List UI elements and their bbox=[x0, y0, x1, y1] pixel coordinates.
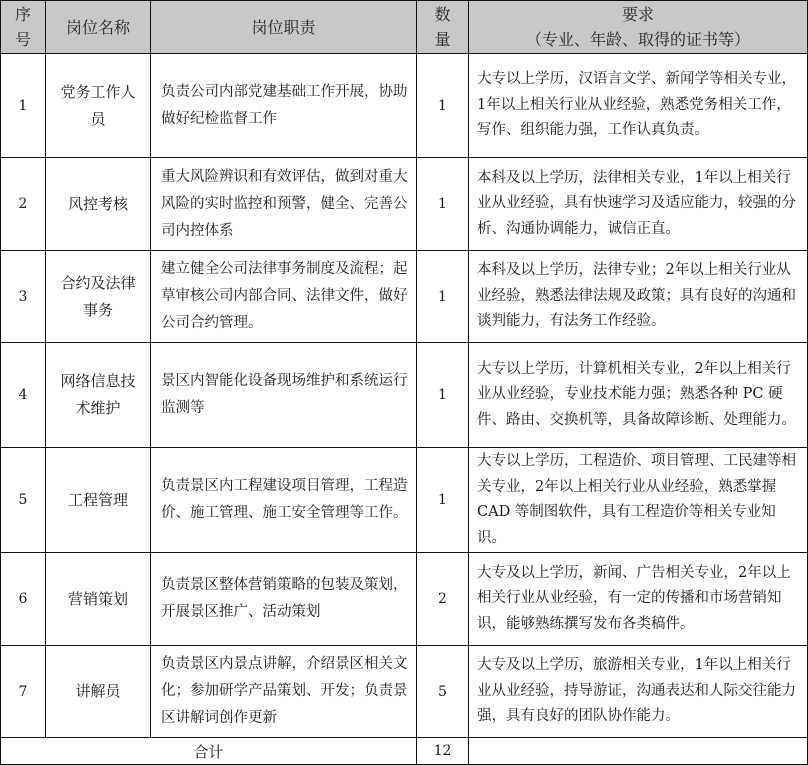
cell-position: 讲解员 bbox=[46, 646, 151, 738]
cell-duty: 建立健全公司法律事务制度及流程；起草审核公司内部合同、法律文件，做好公司合约管理。 bbox=[151, 251, 417, 343]
cell-quantity: 1 bbox=[417, 54, 469, 158]
cell-requirements: 大专以上学历，计算机相关专业，2年以上相关行业从业经验，专业技术能力强；熟悉各种 PC 硬件、路由、交换机等，具备故障诊断、处理能力。 bbox=[469, 343, 808, 448]
cell-index: 4 bbox=[1, 343, 46, 448]
header-quantity-line1: 数 bbox=[434, 5, 451, 24]
total-row bbox=[1, 738, 808, 765]
cell-duty: 负责公司内部党建基础工作开展，协助做好纪检监督工作 bbox=[151, 54, 417, 158]
cell-quantity: 1 bbox=[417, 251, 469, 343]
header-requirements-line1: 要求 bbox=[621, 5, 654, 24]
cell-requirements: 大专及以上学历，新闻、广告相关专业，2年以上相关行业从业经验，有一定的传播和市场营销知识，能够熟练撰写发布各类稿件。 bbox=[469, 553, 808, 646]
cell-quantity: 1 bbox=[417, 448, 469, 553]
header-index-line2: 号 bbox=[14, 30, 31, 49]
cell-index: 2 bbox=[1, 158, 46, 251]
cell-quantity: 1 bbox=[417, 343, 469, 448]
cell-quantity: 5 bbox=[417, 646, 469, 738]
header-requirements-line2: （专业、年龄、取得的证书等） bbox=[525, 30, 750, 49]
table-row bbox=[1, 553, 808, 646]
cell-requirements: 大专及以上学历，旅游相关专业，1年以上相关行业从业经验，持导游证，沟通表达和人际交往能力强，具有良好的团队协作能力。 bbox=[469, 646, 808, 738]
table-row bbox=[1, 158, 808, 251]
cell-quantity: 1 bbox=[417, 158, 469, 251]
cell-index: 5 bbox=[1, 448, 46, 553]
header-requirements bbox=[469, 1, 808, 54]
header-index-line1: 序 bbox=[14, 5, 31, 24]
cell-requirements: 大专以上学历，工程造价、项目管理、工民建等相关专业，2年以上相关行业从业经验，熟悉掌握 CAD 等制图软件，具有工程造价等相关专业知识。 bbox=[469, 448, 808, 553]
cell-quantity: 2 bbox=[417, 553, 469, 646]
cell-duty: 景区内智能化设备现场维护和系统运行监测等 bbox=[151, 343, 417, 448]
total-label: 合计 bbox=[1, 738, 417, 765]
header-duty: 岗位职责 bbox=[151, 1, 417, 54]
cell-position: 营销策划 bbox=[46, 553, 151, 646]
cell-index: 7 bbox=[1, 646, 46, 738]
table-row bbox=[1, 54, 808, 158]
cell-duty: 负责景区内景点讲解，介绍景区相关文化；参加研学产品策划、开发；负责景区讲解词创作更新 bbox=[151, 646, 417, 738]
cell-index: 1 bbox=[1, 54, 46, 158]
total-quantity: 12 bbox=[417, 738, 469, 765]
cell-position: 网络信息技术维护 bbox=[46, 343, 151, 448]
cell-position: 党务工作人员 bbox=[46, 54, 151, 158]
cell-requirements: 大专以上学历，汉语言文学、新闻学等相关专业，1年以上相关行业从业经验，熟悉党务相关工作，写作、组织能力强，工作认真负责。 bbox=[469, 54, 808, 158]
cell-duty: 负责景区内工程建设项目管理，工程造价、施工管理、施工安全管理等工作。 bbox=[151, 448, 417, 553]
header-quantity-line2: 量 bbox=[434, 30, 451, 49]
table-row bbox=[1, 646, 808, 738]
header-position: 岗位名称 bbox=[46, 1, 151, 54]
cell-duty: 负责景区整体营销策略的包装及策划，开展景区推广、活动策划 bbox=[151, 553, 417, 646]
header-index bbox=[1, 1, 46, 54]
header-quantity bbox=[417, 1, 469, 54]
cell-position: 合约及法律事务 bbox=[46, 251, 151, 343]
total-requirements bbox=[469, 738, 808, 765]
cell-position: 工程管理 bbox=[46, 448, 151, 553]
table-row bbox=[1, 251, 808, 343]
table-row bbox=[1, 448, 808, 553]
cell-duty: 重大风险辨识和有效评估，做到对重大风险的实时监控和预警，健全、完善公司内控体系 bbox=[151, 158, 417, 251]
table-row bbox=[1, 343, 808, 448]
cell-requirements: 本科及以上学历，法律专业；2年以上相关行业从业经验，熟悉法律法规及政策；具有良好的沟通和谈判能力，有法务工作经验。 bbox=[469, 251, 808, 343]
cell-position: 风控考核 bbox=[46, 158, 151, 251]
cell-index: 3 bbox=[1, 251, 46, 343]
cell-requirements: 本科及以上学历，法律相关专业，1年以上相关行业从业经验，具有快速学习及适应能力，较强的分析、沟通协调能力，诚信正直。 bbox=[469, 158, 808, 251]
header-row bbox=[1, 1, 808, 54]
cell-index: 6 bbox=[1, 553, 46, 646]
